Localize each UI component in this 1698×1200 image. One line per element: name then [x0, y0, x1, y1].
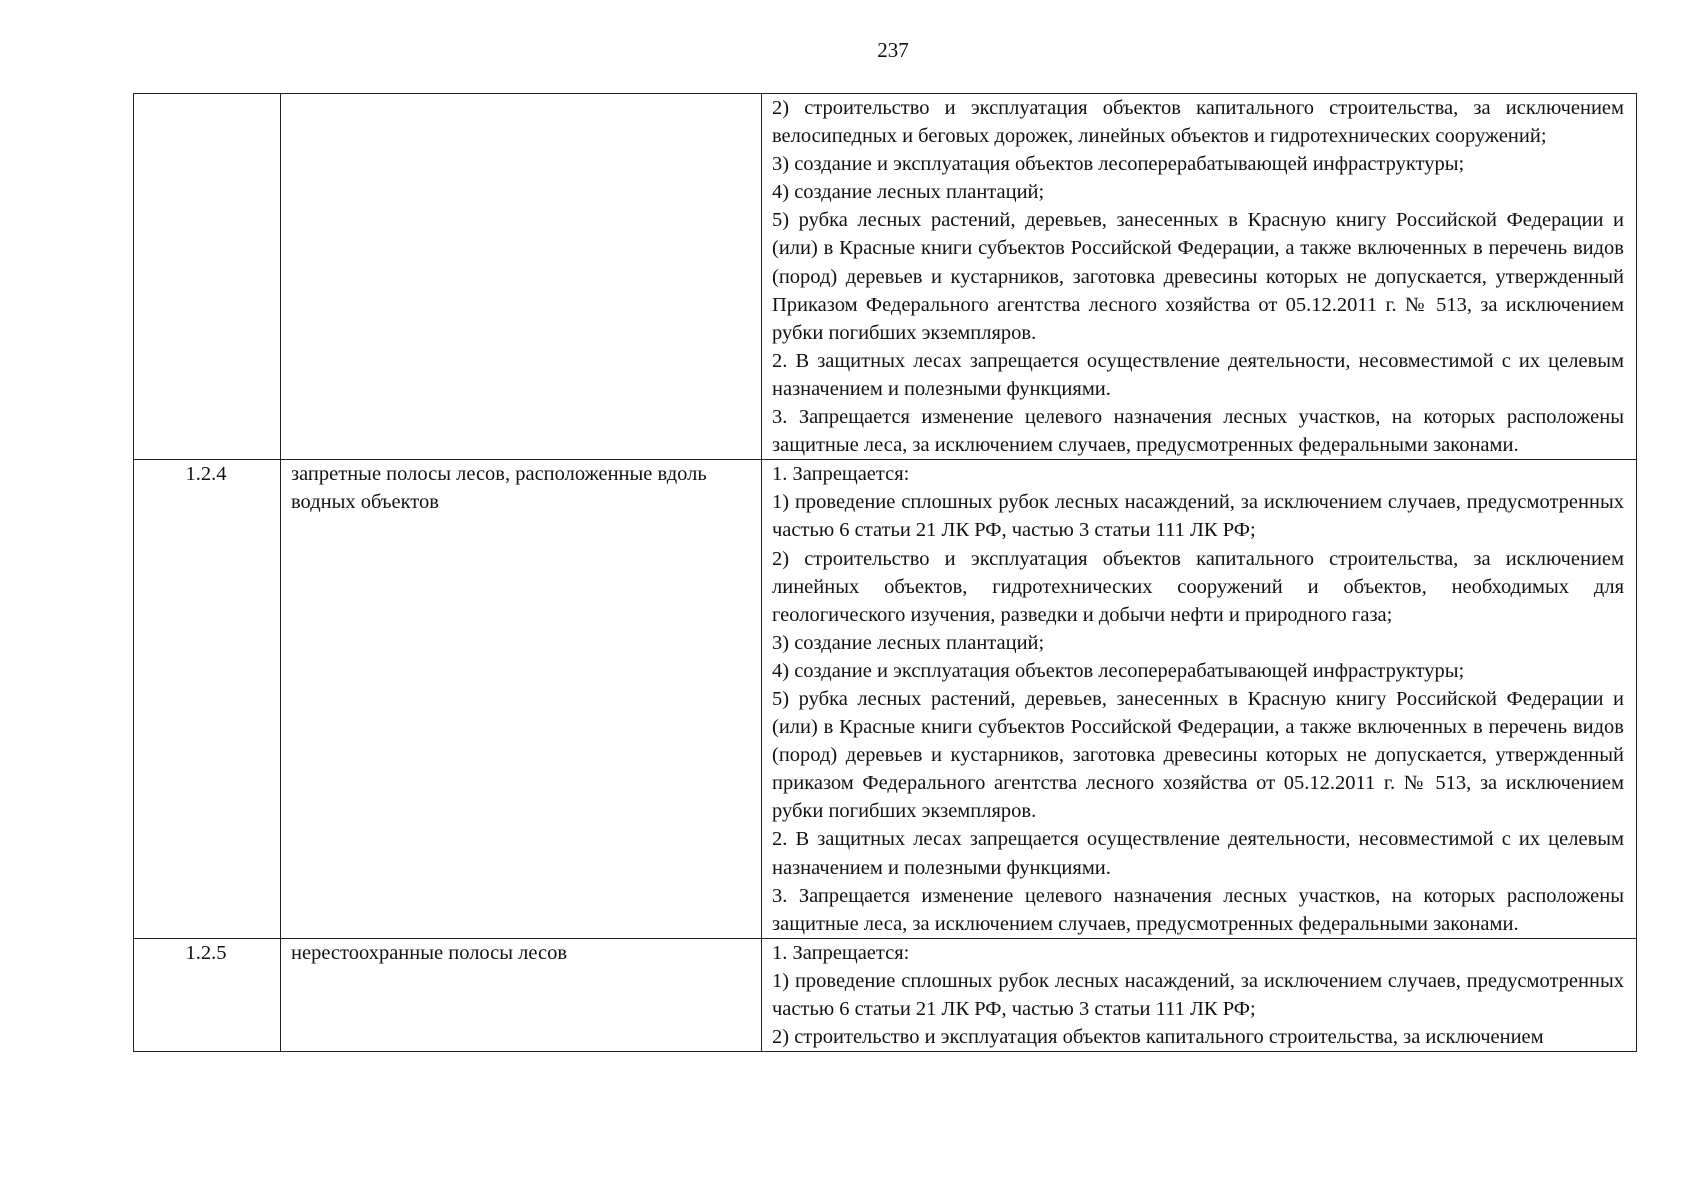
table-row: [134, 938, 1637, 1051]
restriction-paragraph: 3. Запрещается изменение целевого назначения лесных участков, на которых расположены защитные леса, за исключением случаев, предусмотренных федеральными законами.: [772, 406, 1624, 457]
regulations-table: [133, 93, 1637, 1052]
row-restrictions-cell: [762, 460, 1637, 939]
restriction-paragraph: 5) рубка лесных растений, деревьев, занесенных в Красную книгу Российской Федерации и (или) в Красные книги субъектов Российской Федерации, а также включенных в перечень видов (пород) деревьев и кустарников, заготовка древесины которых не допускается, утвержденный приказом Федерального агентства лесного хозяйства от 05.12.2011 г. № 513, за исключением рубки погибших экземпляров.: [772, 687, 1624, 823]
restriction-paragraph: 2. В защитных лесах запрещается осуществление деятельности, несовместимой с их целевым назначением и полезными функциями.: [772, 349, 1624, 400]
row-number-cell: 1.2.4: [134, 460, 281, 939]
row-category-cell: запретные полосы лесов, расположенные вдоль водных объектов: [281, 460, 762, 939]
row-number-cell: [134, 94, 281, 460]
row-category-cell: [281, 94, 762, 460]
restriction-paragraph: 5) рубка лесных растений, деревьев, занесенных в Красную книгу Российской Федерации и (или) в Красные книги субъектов Российской Федерации, а также включенных в перечень видов (пород) деревьев и кустарников, заготовка древесины которых не допускается, утвержденный Приказом Федерального агентства лесного хозяйства от 05.12.2011 г. № 513, за исключением рубки погибших экземпляров.: [772, 209, 1624, 344]
restriction-paragraph: 1) проведение сплошных рубок лесных насаждений, за исключением случаев, предусмотренных частью 6 статьи 21 ЛК РФ, частью 3 статьи 111 ЛК РФ;: [772, 969, 1624, 1020]
restriction-paragraph: 2) строительство и эксплуатация объектов капитального строительства, за исключением линейных объектов, гидротехнических сооружений и объектов, необходимых для геологического изучения, разведки и добычи нефти и природного газа;: [772, 547, 1624, 626]
page-number: 237: [877, 38, 909, 62]
restriction-paragraph: 1. Запрещается:: [772, 941, 910, 964]
restriction-paragraph: 3) создание и эксплуатация объектов лесоперерабатывающей инфраструктуры;: [772, 153, 1465, 176]
restriction-paragraph: 4) создание лесных плантаций;: [772, 181, 1045, 204]
row-category-cell: нерестоохранные полосы лесов: [281, 938, 762, 1051]
restriction-paragraph: 4) создание и эксплуатация объектов лесоперерабатывающей инфраструктуры;: [772, 659, 1465, 682]
restriction-paragraph: 1. Запрещается:: [772, 463, 910, 486]
restriction-paragraph: 2) строительство и эксплуатация объектов капитального строительства, за исключением: [772, 1026, 1544, 1049]
row-restrictions-cell: [762, 94, 1637, 460]
table-row: [134, 94, 1637, 460]
table-row: [134, 460, 1637, 939]
restriction-paragraph: 2. В защитных лесах запрещается осуществление деятельности, несовместимой с их целевым назначением и полезными функциями.: [772, 828, 1624, 879]
row-number-cell: 1.2.5: [134, 938, 281, 1051]
restriction-paragraph: 3) создание лесных плантаций;: [772, 631, 1045, 654]
restriction-paragraph: 1) проведение сплошных рубок лесных насаждений, за исключением случаев, предусмотренных частью 6 статьи 21 ЛК РФ, частью 3 статьи 111 ЛК РФ;: [772, 491, 1624, 542]
row-restrictions-cell: [762, 938, 1637, 1051]
restriction-paragraph: 3. Запрещается изменение целевого назначения лесных участков, на которых расположены защитные леса, за исключением случаев, предусмотренных федеральными законами.: [772, 884, 1624, 935]
restriction-paragraph: 2) строительство и эксплуатация объектов капитального строительства, за исключением велосипедных и беговых дорожек, линейных объектов и гидротехнических сооружений;: [772, 97, 1624, 148]
